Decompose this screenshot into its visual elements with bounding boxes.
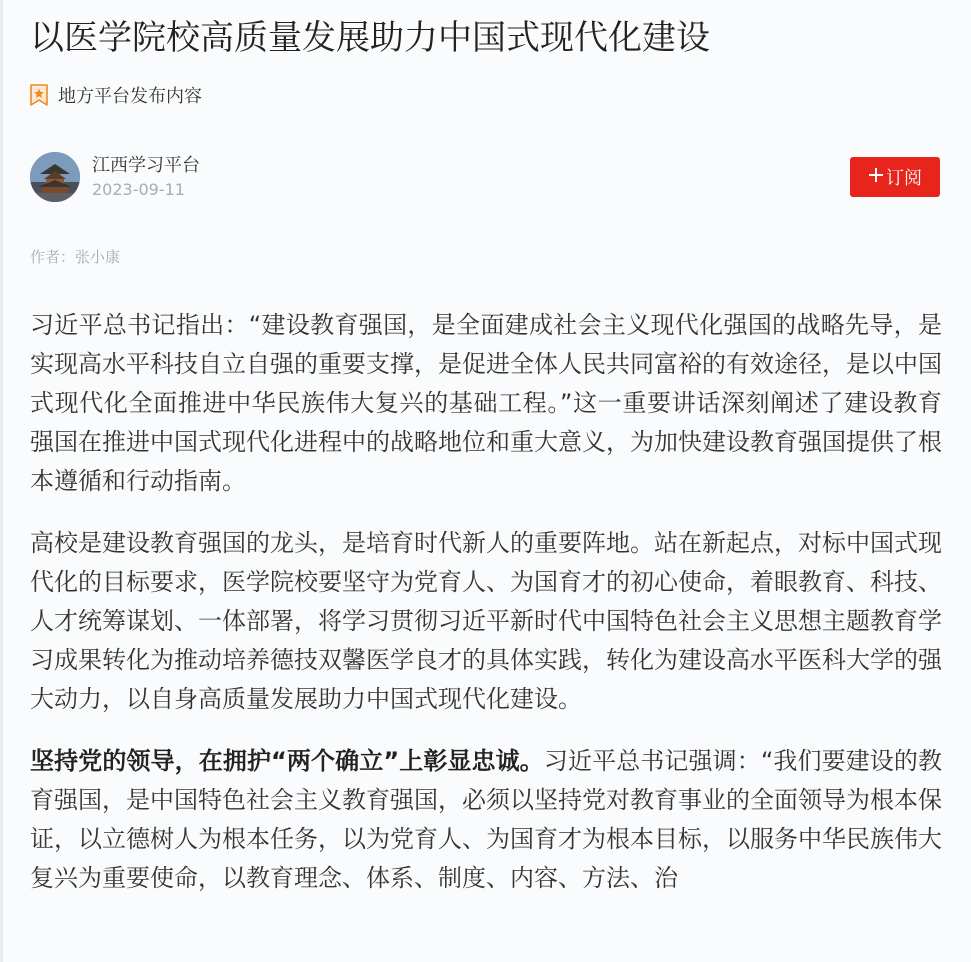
article-paragraph [30,306,942,501]
article-paragraph [30,742,942,898]
publisher-avatar[interactable] [30,152,80,202]
article-title: 以医学院校高质量发展助力中国式现代化建设 [30,18,710,58]
subscribe-label: 订阅 [886,168,922,189]
left-edge-divider [0,0,3,962]
article-container [30,0,942,892]
subscribe-button[interactable] [850,157,940,197]
author-byline: 作者：张小康 [30,248,121,266]
publisher-row [30,152,942,202]
paragraph-lead-heading: 坚持党的领导，在拥护“两个确立”上彰显忠诚。 [30,747,544,775]
plus-icon [868,166,884,188]
publisher-name[interactable]: 江西学习平台 [92,155,200,176]
article-body [30,306,942,921]
source-label: 地方平台发布内容 [58,86,202,107]
paragraph-text: 习近平总书记强调：“我们要建设的教育强国，是中国特色社会主义教育强国，必须以坚持党对教育事业的全面领导为根本保证，以立德树人为根本任务，以为党育人、为国育才为根本目标，以服务中华民族伟大复兴为重要使命，以教育理念、体系、制度、内容、方法、治 [30,747,942,892]
paragraph-text: 高校是建设教育强国的龙头，是培育时代新人的重要阵地。站在新起点，对标中国式现代化的目标要求，医学院校要坚守为党育人、为国育才的初心使命，着眼教育、科技、人才统筹谋划、一体部署，将学习贯彻习近平新时代中国特色社会主义思想主题教育学习成果转化为推动培养德技双馨医学良才的具体实践，转化为建设高水平医科大学的强大动力，以自身高质量发展助力中国式现代化建设。 [30,529,942,713]
publish-date: 2023-09-11 [92,180,185,199]
paragraph-text: 习近平总书记指出：“建设教育强国，是全面建成社会主义现代化强国的战略先导，是实现高水平科技自立自强的重要支撑，是促进全体人民共同富裕的有效途径，是以中国式现代化全面推进中华民族伟大复兴的基础工程。”这一重要讲话深刻阐述了建设教育强国在推进中国式现代化进程中的战略地位和重大意义，为加快建设教育强国提供了根本遵循和行动指南。 [30,311,942,495]
article-paragraph [30,524,942,719]
bookmark-star-icon [30,84,48,106]
source-tag [30,82,202,108]
